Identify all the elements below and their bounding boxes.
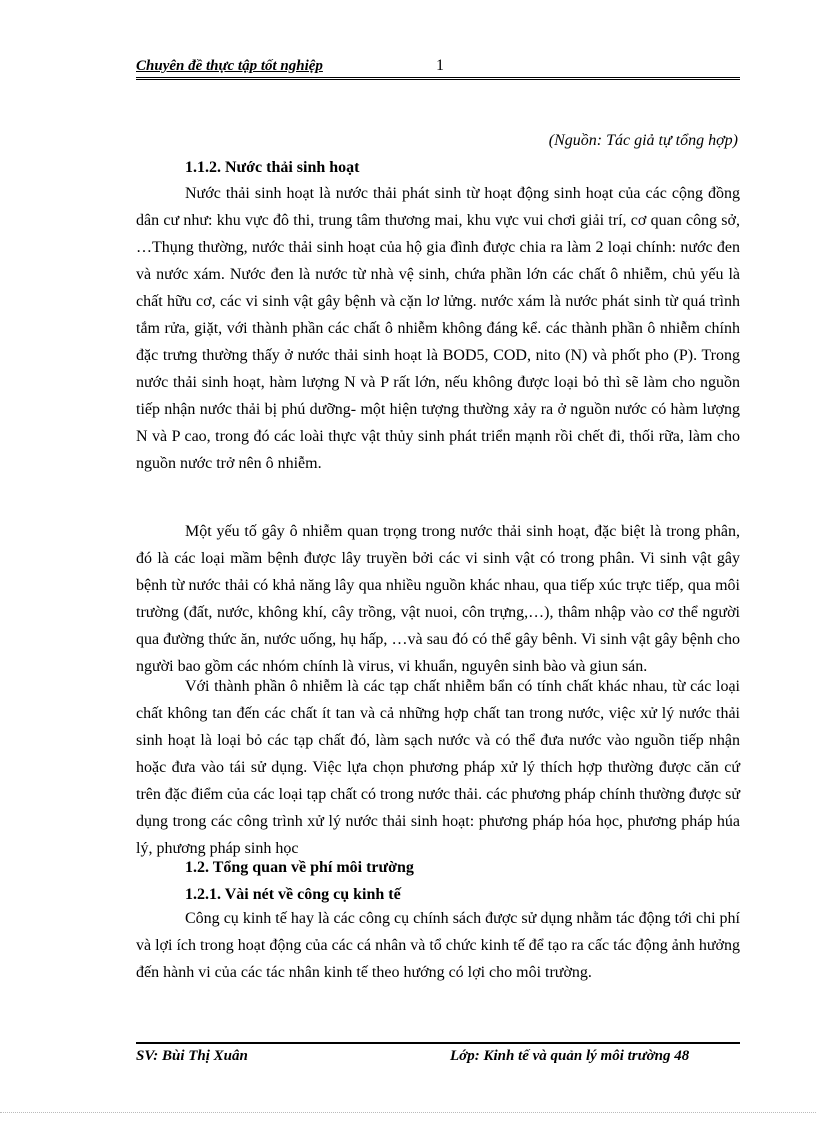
source-note: (Nguồn: Tác giả tự tổng hợp) xyxy=(548,132,738,149)
page-header xyxy=(136,58,740,78)
footer-class: Lớp: Kinh tế và quản lý môi trường 48 xyxy=(450,1048,690,1064)
section-heading-1-2-1: 1.2.1. Vài nét về công cụ kinh tế xyxy=(185,886,401,903)
paragraph-economic-tools: Công cụ kinh tế hay là các công cụ chính sách được sử dụng nhằm tác động tới chi phí và lợi ích trong hoạt động của các cá nhân và tổ chức kinh tế để tạo ra cấc tác động ảnh hưởng đến hành vi của các tác nhân kinh tế theo hướng có lợi cho môi trường. xyxy=(136,910,740,981)
paragraph-treatment-methods: Với thành phần ô nhiễm là các tạp chất nhiễm bẩn có tính chất khác nhau, từ các loại chất không tan đến các chất ít tan và cả những hợp chất tan trong nước, việc xử lý nước thải sinh hoạt là loại bỏ các tạp chất đó, làm sạch nước và có thể đưa nước vào nguồn tiếp nhận hoặc đưa vào tái sử dụng. Việc lựa chọn phương pháp xử lý thích hợp thường được căn cứ trên đặc điểm của các loại tạp chất có trong nước thải. các phương pháp chính thường được sử dụng trong các công trình xử lý nước thải sinh hoạt: phương pháp hóa học, phương pháp húa lý, phương pháp sinh học xyxy=(136,678,740,857)
paragraph-pathogens: Một yếu tố gây ô nhiễm quan trọng trong nước thải sinh hoạt, đặc biệt là trong phân, đó là các loại mầm bệnh được lây truyền bởi các vi sinh vật có trong phân. Vi sinh vật gây bệnh từ nước thải có khả năng lây qua nhiều nguồn khác nhau, qua tiếp xúc trực tiếp, qua môi trường (đất, nước, không khí, cây trồng, vật nuoi, côn trựng,…), thâm nhập vào cơ thể người qua đường thức ăn, nước uống, hụ hấp, …và sau đó có thể gây bênh. Vi sinh vật gây bệnh cho người bao gồm các nhóm chính là virus, vi khuẩn, nguyên sinh bào và giun sán. xyxy=(136,523,740,675)
paragraph-wastewater-definition: Nước thải sinh hoạt là nước thải phát sinh từ hoạt động sinh hoạt của các cộng đồng dân cư như: khu vực đô thi, trung tâm thương mai, khu vực vui chơi giải trí, cơ quan công sở, …Thụng thường, nước thải sinh hoạt của hộ gia đình được chia ra làm 2 loại chính: nước đen và nước xám. Nước đen là nước từ nhà vệ sinh, chứa phần lớn các chất ô nhiễm, chủ yếu là chất hữu cơ, các vi sinh vật gây bệnh và cặn lơ lửng. nước xám là nước phát sinh từ quá trình tắm rửa, giặt, với thành phần các chất ô nhiễm không đáng kể. các thành phần ô nhiễm chính đặc trưng thường thấy ở nước thải sinh hoạt là BOD5, COD, nito (N) và phốt pho (P). Trong nước thải sinh hoạt, hàm lượng N và P rất lớn, nếu không được loại bỏ thì sẽ làm cho nguồn tiếp nhận nước thải bị phú dưỡng- một hiện tượng thường xảy ra ở nguồn nước có hàm lượng N và P cao, trong đó các loài thực vật thủy sinh phát triển mạnh rồi chết đi, thối rữa, làm cho nguồn nước trở nên ô nhiễm. xyxy=(136,185,740,472)
page-edge-divider xyxy=(0,1112,816,1113)
section-heading-1-2: 1.2. Tổng quan về phí môi trường xyxy=(185,859,414,876)
header-title: Chuyên đề thực tập tốt nghiệp xyxy=(136,58,323,74)
footer-divider xyxy=(136,1042,740,1044)
footer-student: SV: Bùi Thị Xuân xyxy=(136,1048,248,1064)
header-divider xyxy=(136,77,740,80)
page-number: 1 xyxy=(436,57,444,74)
section-heading-1-1-2: 1.1.2. Nước thải sinh hoạt xyxy=(185,159,360,176)
